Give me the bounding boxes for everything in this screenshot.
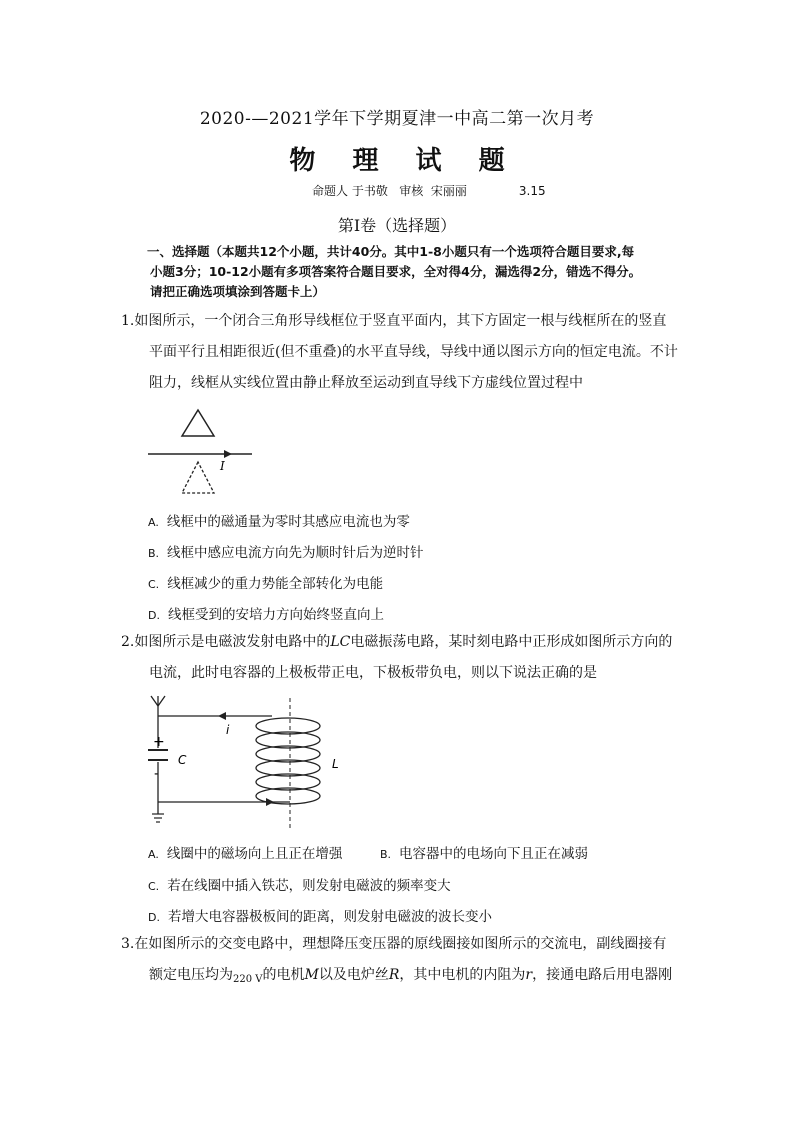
capacitor-label: C bbox=[178, 753, 187, 767]
current-label: I bbox=[220, 459, 225, 473]
q2-circuit-figure bbox=[140, 692, 340, 832]
q1-figure bbox=[140, 400, 270, 500]
instruction-line: 小题3分；10-12小题有多项答案符合题目要求，全对得4分，漏选得2分，错选不得分。 bbox=[150, 264, 642, 279]
question-text: 1.如图所示，一个闭合三角形导线框位于竖直平面内，其下方固定一根与线框所在的竖直 bbox=[121, 313, 667, 329]
question-3 bbox=[121, 929, 701, 995]
current-arrow bbox=[224, 450, 232, 458]
triangle-frame-dashed bbox=[182, 462, 214, 493]
q2-option-d[interactable]: D. 若增大电容器极板间的距离，则发射电磁波的波长变小 bbox=[148, 909, 492, 925]
current-label: i bbox=[226, 723, 230, 737]
q2-option-a[interactable]: A. 线圈中的磁场向上且正在增强 bbox=[148, 846, 343, 862]
question-text: 电流，此时电容器的上极板带正电，下极板带负电，则以下说法正确的是 bbox=[149, 665, 597, 681]
question-text: 平面平行且相距很近(但不重叠)的水平直导线，导线中通以图示方向的恒定电流。不计 bbox=[149, 344, 678, 360]
inductor-label: L bbox=[332, 757, 339, 771]
exam-date: 3.15 bbox=[518, 184, 546, 198]
instructions bbox=[147, 242, 695, 302]
volume-title: 第Ⅰ卷（选择题） bbox=[337, 216, 457, 235]
question-text: 3.在如图所示的交变电路中，理想降压变压器的原线圈接如图所示的交流电，副线圈接有 bbox=[121, 936, 667, 952]
question-text: 阻力，线框从实线位置由静止释放至运动到直导线下方虚线位置过程中 bbox=[149, 375, 583, 391]
current-arrow-top bbox=[218, 712, 226, 720]
q2-option-c[interactable]: C. 若在线圈中插入铁芯，则发射电磁波的频率变大 bbox=[148, 878, 451, 894]
question-text: 额定电压均为$_{220 V}$的电机M以及电炉丝R，其中电机的内阻为r，接通电路后用电器刚 bbox=[149, 967, 673, 985]
plus-sign: + bbox=[153, 734, 165, 750]
q1-option-b[interactable]: B. 线框中感应电流方向先为顺时针后为逆时针 bbox=[148, 545, 424, 561]
question-2 bbox=[121, 627, 701, 689]
question-text: 2.如图所示是电磁波发射电路中的LC电磁振荡电路，某时刻电路中正形成如图所示方向的 bbox=[121, 634, 673, 650]
authors: 命题人 于书敬 审核 宋丽丽 bbox=[312, 184, 467, 198]
instruction-line: 一、选择题（本题共12个小题，共计40分。其中1-8小题只有一个选项符合题目要求,每 bbox=[147, 244, 635, 259]
voltage-value: 220 V bbox=[233, 974, 263, 985]
q1-option-c[interactable]: C. 线框减少的重力势能全部转化为电能 bbox=[148, 576, 384, 592]
question-1 bbox=[121, 306, 701, 399]
q1-option-a[interactable]: A. 线框中的磁通量为零时其感应电流也为零 bbox=[148, 514, 410, 530]
exam-title: 2020-—2021学年下学期夏津一中高二第一次月考 bbox=[199, 109, 595, 129]
subject-title: 物 理 试 题 bbox=[289, 146, 519, 176]
triangle-frame-solid bbox=[182, 410, 214, 436]
lc-symbol: LC bbox=[330, 634, 351, 650]
author-line bbox=[312, 182, 546, 199]
instruction-line: 请把正确选项填涂到答题卡上） bbox=[150, 284, 326, 299]
q2-option-b[interactable]: B. 电容器中的电场向下且正在减弱 bbox=[380, 846, 589, 862]
inductor-coil bbox=[256, 718, 320, 804]
q1-option-d[interactable]: D. 线框受到的安培力方向始终竖直向上 bbox=[148, 607, 384, 623]
minus-sign: - bbox=[154, 766, 160, 782]
